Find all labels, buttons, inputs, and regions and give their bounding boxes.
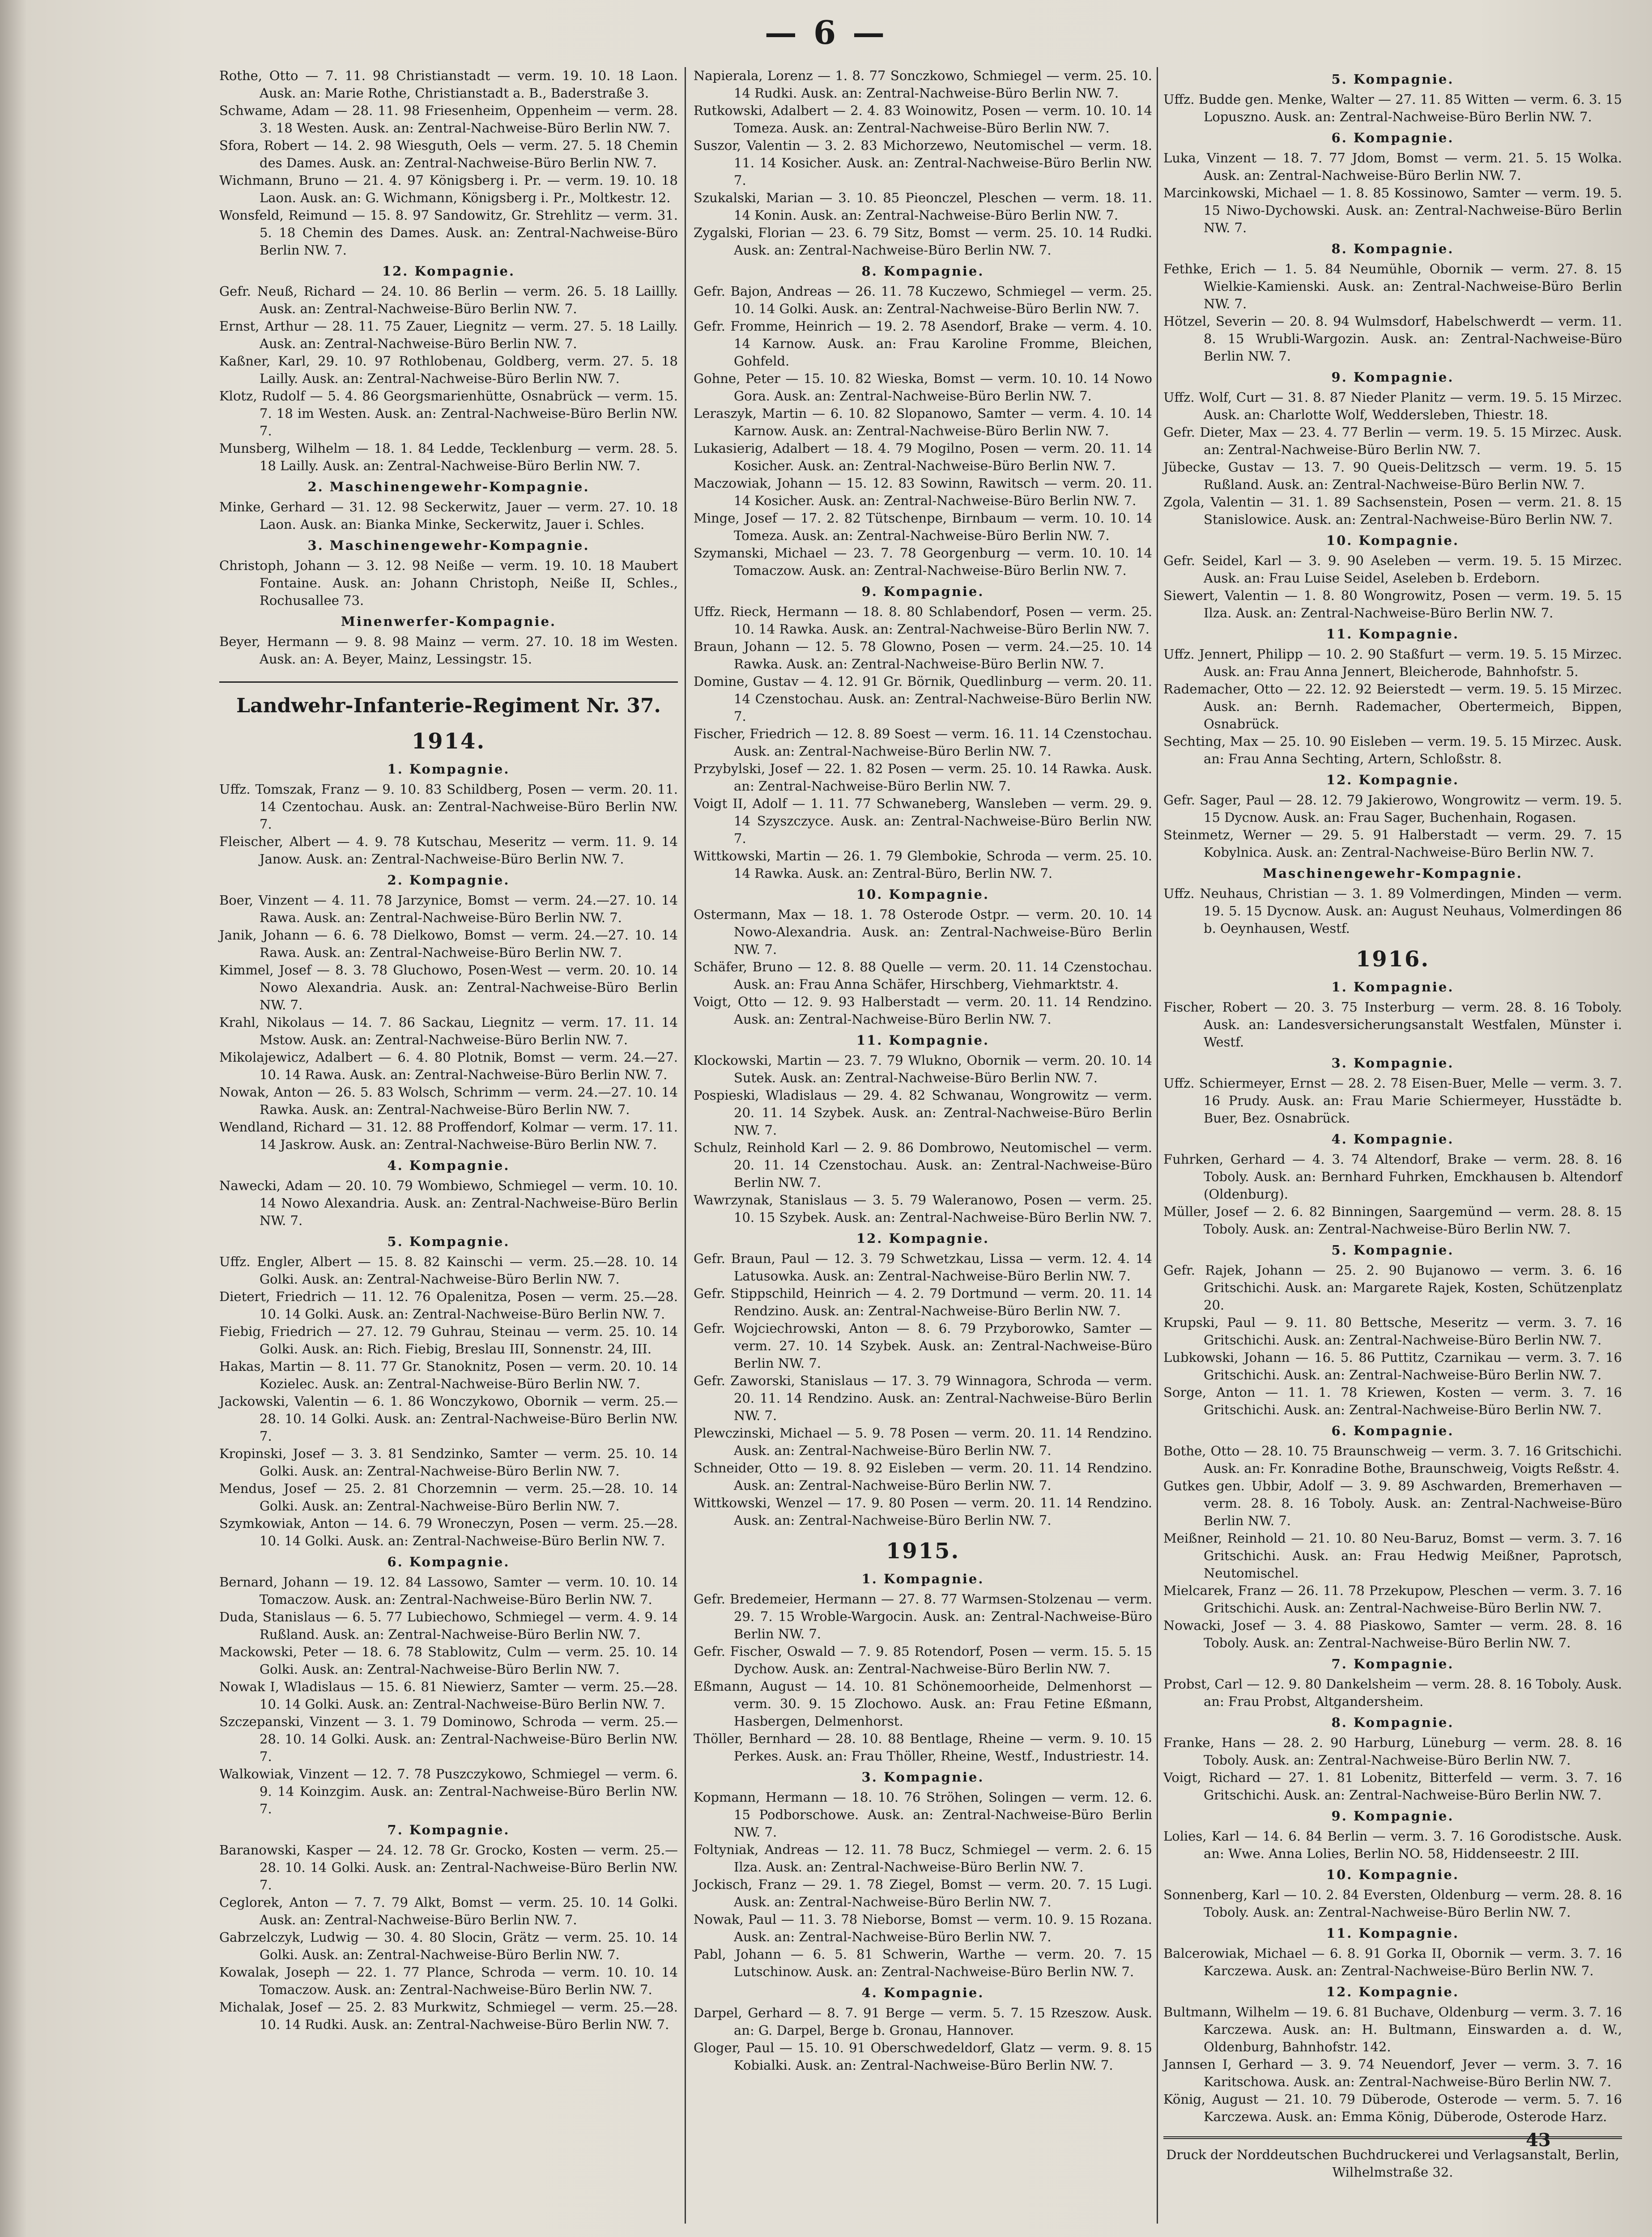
company-heading: 8. Kompagnie. [1331,1715,1454,1730]
year-heading: 1915. [886,1539,960,1564]
casualty-entry: Wawrzynak, Stanislaus — 3. 5. 79 Waleranowo, Posen — verm. 25. 10. 15 Szybek. Ausk. an: Zentral-Nachweise-Büro Berlin NW. 7. [694,1192,1152,1225]
company-heading: 8. Kompagnie. [861,264,984,279]
casualty-entry: Ernst, Arthur — 28. 11. 75 Zauer, Liegnitz — verm. 27. 5. 18 Lailly. Ausk. an: Zentral-Nachweise-Büro Berlin NW. 7. [219,319,678,351]
year-heading: 1916. [1355,947,1430,972]
casualty-entry: Gefr. Bredemeier, Hermann — 27. 8. 77 Warmsen-Stolzenau — verm. 29. 7. 15 Wroble-Wargocin. Ausk. an: Zentral-Nachweise-Büro Berlin NW. 7. [694,1591,1152,1642]
company-heading: 4. Kompagnie. [387,1158,510,1173]
casualty-entry: Bernard, Johann — 19. 12. 84 Lassowo, Samter — verm. 10. 10. 14 Tomaczow. Ausk. an: Zentral-Nachweise-Büro Berlin NW. 7. [219,1574,678,1607]
casualty-entry: Szczepanski, Vinzent — 3. 1. 79 Dominowo, Schroda — verm. 25.—28. 10. 14 Golki. Ausk. an: Zentral-Nachweise-Büro Berlin NW. 7. [219,1714,678,1764]
company-heading: Minenwerfer-Kompagnie. [341,614,557,629]
company-heading: 11. Kompagnie. [856,1033,990,1048]
company-heading: 2. Kompagnie. [387,872,510,888]
casualty-entry: Maczowiak, Johann — 15. 12. 83 Sowinn, Rawitsch — verm. 20. 11. 14 Kosicher. Ausk. an: Zentral-Nachweise-Büro Berlin NW. 7. [694,476,1152,508]
casualty-entry: Gefr. Seidel, Karl — 3. 9. 90 Aseleben — verm. 19. 5. 15 Mirzec. Ausk. an: Frau Luise Seidel, Aseleben b. Erdeborn. [1163,553,1622,586]
casualty-entry: Boer, Vinzent — 4. 11. 78 Jarzynice, Bomst — verm. 24.—27. 10. 14 Rawa. Ausk. an: Zentral-Nachweise-Büro Berlin NW. 7. [219,893,678,925]
company-heading: 9. Kompagnie. [861,584,984,599]
casualty-entry: Voigt II, Adolf — 1. 11. 77 Schwaneberg, Wansleben — verm. 29. 9. 14 Szyszczyce. Ausk. an: Zentral-Nachweise-Büro Berlin NW. 7. [694,796,1152,846]
casualty-entry: Kopmann, Hermann — 18. 10. 76 Ströhen, Solingen — verm. 12. 6. 15 Podborschowe. Ausk. an: Zentral-Nachweise-Büro Berlin NW. 7. [694,1790,1152,1840]
casualty-entry: Nawecki, Adam — 20. 10. 79 Wombiewo, Schmiegel — verm. 10. 10. 14 Nowo Alexandria. Ausk. an: Zentral-Nachweise-Büro Berlin NW. 7. [219,1178,678,1228]
company-heading: 4. Kompagnie. [861,1985,984,2000]
casualty-entry: Uffz. Schiermeyer, Ernst — 28. 2. 78 Eisen-Buer, Melle — verm. 3. 7. 16 Prudy. Ausk. an: Frau Marie Schiermeyer, Husstädte b. Buer, Bez. Osnabrück. [1163,1076,1622,1126]
casualty-entry: Lubkowski, Johann — 16. 5. 86 Puttitz, Czarnikau — verm. 3. 7. 16 Gritschichi. Ausk. an: Zentral-Nachweise-Büro Berlin NW. 7. [1163,1350,1622,1382]
casualty-entry: Darpel, Gerhard — 8. 7. 91 Berge — verm. 5. 7. 15 Rzeszow. Ausk. an: G. Darpel, Berge b. Gronau, Hannover. [694,2005,1152,2038]
casualty-entry: Munsberg, Wilhelm — 18. 1. 84 Ledde, Tecklenburg — verm. 28. 5. 18 Lailly. Ausk. an: Zentral-Nachweise-Büro Berlin NW. 7. [219,441,678,473]
casualty-entry: Rutkowski, Adalbert — 2. 4. 83 Woinowitz, Posen — verm. 10. 10. 14 Tomeza. Ausk. an: Zentral-Nachweise-Büro Berlin NW. 7. [694,103,1152,136]
casualty-entry: Nowacki, Josef — 3. 4. 88 Piaskowo, Samter — verm. 28. 8. 16 Toboly. Ausk. an: Zentral-Nachweise-Büro Berlin NW. 7. [1163,1618,1622,1650]
column-divider [685,67,686,2224]
casualty-entry: Gefr. Dieter, Max — 23. 4. 77 Berlin — verm. 19. 5. 15 Mirzec. Ausk. an: Zentral-Nachweise-Büro Berlin NW. 7. [1163,425,1622,457]
casualty-entry: Uffz. Rieck, Hermann — 18. 8. 80 Schlabendorf, Posen — verm. 25. 10. 14 Rawka. Ausk. an: Zentral-Nachweise-Büro Berlin NW. 7. [694,604,1152,637]
page-header: — 6 — [764,13,888,51]
casualty-entry: Kaßner, Karl, 29. 10. 97 Rothlobenau, Goldberg, verm. 27. 5. 18 Lailly. Ausk. an: Zentral-Nachweise-Büro Berlin NW. 7. [219,353,678,386]
casualty-entry: Nowak, Paul — 11. 3. 78 Nieborse, Bomst — verm. 10. 9. 15 Rozana. Ausk. an: Zentral-Nachweise-Büro Berlin NW. 7. [694,1912,1152,1944]
company-heading: 7. Kompagnie. [387,1822,510,1837]
casualty-entry: Christoph, Johann — 3. 12. 98 Neiße — verm. 19. 10. 18 Maubert Fontaine. Ausk. an: Johann Christoph, Neiße II, Schles., Rochusallee 73. [219,558,678,608]
company-heading: 12. Kompagnie. [1326,1984,1460,1999]
company-heading: 3. Kompagnie. [1331,1055,1454,1071]
casualty-entry: Franke, Hans — 28. 2. 90 Harburg, Lüneburg — verm. 28. 8. 16 Toboly. Ausk. an: Zentral-Nachweise-Büro Berlin NW. 7. [1163,1735,1622,1768]
casualty-entry: Fiebig, Friedrich — 27. 12. 79 Guhrau, Steinau — verm. 25. 10. 14 Golki. Ausk. an: Rich. Fiebig, Breslau III, Sonnenstr. 24, III. [219,1324,678,1357]
casualty-entry: Uffz. Neuhaus, Christian — 3. 1. 89 Volmerdingen, Minden — verm. 19. 5. 15 Dycnow. Ausk. an: August Neuhaus, Volmerdingen 86 b. Oeynhausen, Westf. [1163,886,1622,936]
casualty-entry: Schneider, Otto — 19. 8. 92 Eisleben — verm. 20. 11. 14 Rendzino. Ausk. an: Zentral-Nachweise-Büro Berlin NW. 7. [694,1460,1152,1493]
casualty-entry: Voigt, Otto — 12. 9. 93 Halberstadt — verm. 20. 11. 14 Rendzino. Ausk. an: Zentral-Nachweise-Büro Berlin NW. 7. [694,994,1152,1027]
casualty-entry: Baranowski, Kasper — 24. 12. 78 Gr. Grocko, Kosten — verm. 25.—28. 10. 14 Golki. Ausk. an: Zentral-Nachweise-Büro Berlin NW. 7. [219,1842,678,1893]
company-heading: 11. Kompagnie. [1326,626,1460,642]
casualty-entry: Fischer, Friedrich — 12. 8. 89 Soest — verm. 16. 11. 14 Czenstochau. Ausk. an: Zentral-Nachweise-Büro Berlin NW. 7. [694,726,1152,759]
company-heading: 10. Kompagnie. [1326,533,1460,548]
casualty-entry: Minge, Josef — 17. 2. 82 Tütschenpe, Birnbaum — verm. 10. 10. 14 Tomeza. Ausk. an: Zentral-Nachweise-Büro Berlin NW. 7. [694,510,1152,543]
casualty-entry: Zygalski, Florian — 23. 6. 79 Sitz, Bomst — verm. 25. 10. 14 Rudki. Ausk. an: Zentral-Nachweise-Büro Berlin NW. 7. [694,225,1152,258]
casualty-entry: Schäfer, Bruno — 12. 8. 88 Quelle — verm. 20. 11. 14 Czenstochau. Ausk. an: Frau Anna Schäfer, Hirschberg, Viehmarktstr. 4. [694,959,1152,992]
casualty-entry: König, August — 21. 10. 79 Düberode, Osterode — verm. 5. 7. 16 Karczewa. Ausk. an: Emma König, Düberode, Osterode Harz. [1163,2092,1622,2124]
casualty-entry: Eßmann, August — 14. 10. 81 Schönemoorheide, Delmenhorst — verm. 30. 9. 15 Zlochowo. Ausk. an: Frau Fetine Eßmann, Hasbergen, Delmenhorst. [694,1679,1152,1729]
casualty-entry: Mendus, Josef — 25. 2. 81 Chorzemnin — verm. 25.—28. 10. 14 Golki. Ausk. an: Zentral-Nachweise-Büro Berlin NW. 7. [219,1481,678,1514]
casualty-entry: Lukasierig, Adalbert — 18. 4. 79 Mogilno, Posen — verm. 20. 11. 14 Kosicher. Ausk. an: Zentral-Nachweise-Büro Berlin NW. 7. [694,441,1152,473]
column-left [219,67,678,2033]
company-heading: 5. Kompagnie. [1331,1242,1454,1258]
casualty-entry: Kropinski, Josef — 3. 3. 81 Sendzinko, Samter — verm. 25. 10. 14 Golki. Ausk. an: Zentral-Nachweise-Büro Berlin NW. 7. [219,1446,678,1479]
casualty-entry: Uffz. Budde gen. Menke, Walter — 27. 11. 85 Witten — verm. 6. 3. 15 Lopuszno. Ausk. an: Zentral-Nachweise-Büro Berlin NW. 7. [1163,92,1622,124]
casualty-entry: Gefr. Fischer, Oswald — 7. 9. 85 Rotendorf, Posen — verm. 15. 5. 15 Dychow. Ausk. an: Zentral-Nachweise-Büro Berlin NW. 7. [694,1644,1152,1676]
casualty-entry: Nowak I, Wladislaus — 15. 6. 81 Niewierz, Samter — verm. 25.—28. 10. 14 Golki. Ausk. an: Zentral-Nachweise-Büro Berlin NW. 7. [219,1679,678,1712]
casualty-entry: Wittkowski, Wenzel — 17. 9. 80 Posen — verm. 20. 11. 14 Rendzino. Ausk. an: Zentral-Nachweise-Büro Berlin NW. 7. [694,1495,1152,1528]
casualty-entry: Suszor, Valentin — 3. 2. 83 Michorzewo, Neutomischel — verm. 18. 11. 14 Kosicher. Ausk. an: Zentral-Nachweise-Büro Berlin NW. 7. [694,138,1152,188]
casualty-entry: Domine, Gustav — 4. 12. 91 Gr. Börnik, Quedlinburg — verm. 20. 11. 14 Czenstochau. Ausk. an: Zentral-Nachweise-Büro Berlin NW. 7. [694,674,1152,724]
casualty-entry: Krahl, Nikolaus — 14. 7. 86 Sackau, Liegnitz — verm. 17. 11. 14 Mstow. Ausk. an: Zentral-Nachweise-Büro Berlin NW. 7. [219,1015,678,1047]
company-heading: 10. Kompagnie. [856,887,990,902]
casualty-entry: Thöller, Bernhard — 28. 10. 88 Bentlage, Rheine — verm. 9. 10. 15 Perkes. Ausk. an: Frau Thöller, Rheine, Westf., Industriestr. 14. [694,1731,1152,1764]
casualty-entry: Kimmel, Josef — 8. 3. 78 Gluchowo, Posen-West — verm. 20. 10. 14 Nowo Alexandria. Ausk. an: Zentral-Nachweise-Büro Berlin NW. 7. [219,962,678,1012]
casualty-entry: Fuhrken, Gerhard — 4. 3. 74 Altendorf, Brake — verm. 28. 8. 16 Toboly. Ausk. an: Bernhard Fuhrken, Emckhausen b. Altendorf (Oldenburg). [1163,1152,1622,1202]
casualty-entry: Luka, Vinzent — 18. 7. 77 Jdom, Bomst — verm. 21. 5. 15 Wolka. Ausk. an: Zentral-Nachweise-Büro Berlin NW. 7. [1163,150,1622,183]
casualty-entry: Gefr. Stippschild, Heinrich — 4. 2. 79 Dortmund — verm. 20. 11. 14 Rendzino. Ausk. an: Zentral-Nachweise-Büro Berlin NW. 7. [694,1286,1152,1318]
casualty-entry: Hötzel, Severin — 20. 8. 94 Wulmsdorf, Habelschwerdt — verm. 11. 8. 15 Wrubli-Wargozin. Ausk. an: Zentral-Nachweise-Büro Berlin NW. 7. [1163,314,1622,364]
casualty-entry: Ostermann, Max — 18. 1. 78 Osterode Ostpr. — verm. 20. 10. 14 Nowo-Alexandria. Ausk. an: Zentral-Nachweise-Büro Berlin NW. 7. [694,907,1152,957]
casualty-entry: Gutkes gen. Ubbir, Adolf — 3. 9. 89 Aschwarden, Bremerhaven — verm. 28. 8. 16 Toboly. Ausk. an: Zentral-Nachweise-Büro Berlin NW. 7. [1163,1478,1622,1528]
casualty-entry: Fischer, Robert — 20. 3. 75 Insterburg — verm. 28. 8. 16 Toboly. Ausk. an: Landesversicherungsanstalt Westfalen, Münster i. Westf. [1163,999,1622,1050]
casualty-entry: Bothe, Otto — 28. 10. 75 Braunschweig — verm. 3. 7. 16 Gritschichi. Ausk. an: Fr. Konradine Bothe, Braunschweig, Voigts Reßstr. 4. [1163,1443,1622,1476]
casualty-entry: Hakas, Martin — 8. 11. 77 Gr. Stanoknitz, Posen — verm. 20. 10. 14 Kozielec. Ausk. an: Zentral-Nachweise-Büro Berlin NW. 7. [219,1359,678,1391]
casualty-entry: Dietert, Friedrich — 11. 12. 76 Opalenitza, Posen — verm. 25.—28. 10. 14 Golki. Ausk. an: Zentral-Nachweise-Büro Berlin NW. 7. [219,1289,678,1322]
casualty-entry: Sonnenberg, Karl — 10. 2. 84 Eversten, Oldenburg — verm. 28. 8. 16 Toboly. Ausk. an: Zentral-Nachweise-Büro Berlin NW. 7. [1163,1887,1622,1920]
casualty-entry: Wonsfeld, Reimund — 15. 8. 97 Sandowitz, Gr. Strehlitz — verm. 31. 5. 18 Chemin des Dames. Ausk. an: Zentral-Nachweise-Büro Berlin NW. 7. [219,208,678,258]
casualty-entry: Gefr. Wojciechrowski, Anton — 8. 6. 79 Przyborowko, Samter — verm. 27. 10. 14 Szybek. Ausk. an: Zentral-Nachweise-Büro Berlin NW. 7. [694,1321,1152,1371]
company-heading: 2. Maschinengewehr-Kompagnie. [307,479,590,494]
page-number: 43 [1526,2130,1551,2151]
casualty-entry: Minke, Gerhard — 31. 12. 98 Seckerwitz, Jauer — verm. 27. 10. 18 Laon. Ausk. an: Bianka Minke, Seckerwitz, Jauer i. Schles. [219,499,678,532]
casualty-entry: Jübecke, Gustav — 13. 7. 90 Queis-Delitzsch — verm. 19. 5. 15 Rußland. Ausk. an: Zentral-Nachweise-Büro Berlin NW. 7. [1163,459,1622,492]
casualty-entry: Gefr. Bajon, Andreas — 26. 11. 78 Kuczewo, Schmiegel — verm. 25. 10. 14 Golki. Ausk. an: Zentral-Nachweise-Büro Berlin NW. 7. [694,284,1152,316]
regiment-heading: Landwehr-Infanterie-Regiment Nr. 37. [219,681,678,719]
casualty-entry: Uffz. Jennert, Philipp — 10. 2. 90 Staßfurt — verm. 19. 5. 15 Mirzec. Ausk. an: Frau Anna Jennert, Bleicherode, Bahnhofstr. 5. [1163,646,1622,679]
casualty-entry: Schulz, Reinhold Karl — 2. 9. 86 Dombrowo, Neutomischel — verm. 20. 11. 14 Czenstochau. Ausk. an: Zentral-Nachweise-Büro Berlin NW. 7. [694,1140,1152,1190]
casualty-entry: Gefr. Rajek, Johann — 25. 2. 90 Bujanowo — verm. 3. 6. 16 Gritschichi. Ausk. an: Margarete Rajek, Kosten, Schützenplatz 20. [1163,1263,1622,1313]
casualty-entry: Uffz. Wolf, Curt — 31. 8. 87 Nieder Planitz — verm. 19. 5. 15 Mirzec. Ausk. an: Charlotte Wolf, Weddersleben, Thiestr. 18. [1163,390,1622,422]
casualty-entry: Marcinkowski, Michael — 1. 8. 85 Kossinowo, Samter — verm. 19. 5. 15 Niwo-Dychowski. Ausk. an: Zentral-Nachweise-Büro Berlin NW. 7. [1163,185,1622,235]
casualty-entry: Sechting, Max — 25. 10. 90 Eisleben — verm. 19. 5. 15 Mirzec. Ausk. an: Frau Anna Sechting, Artern, Schloßstr. 8. [1163,734,1622,766]
casualty-entry: Mackowski, Peter — 18. 6. 78 Stablowitz, Culm — verm. 25. 10. 14 Golki. Ausk. an: Zentral-Nachweise-Büro Berlin NW. 7. [219,1644,678,1677]
casualty-entry: Gohne, Peter — 15. 10. 82 Wieska, Bomst — verm. 10. 10. 14 Nowo Gora. Ausk. an: Zentral-Nachweise-Büro Berlin NW. 7. [694,371,1152,404]
company-heading: 11. Kompagnie. [1326,1926,1460,1941]
casualty-entry: Szymanski, Michael — 23. 7. 78 Georgenburg — verm. 10. 10. 14 Tomaczow. Ausk. an: Zentral-Nachweise-Büro Berlin NW. 7. [694,545,1152,578]
casualty-entry: Fethke, Erich — 1. 5. 84 Neumühle, Obornik — verm. 27. 8. 15 Wielkie-Kamienski. Ausk. an: Zentral-Nachweise-Büro Berlin NW. 7. [1163,261,1622,311]
casualty-entry: Mikolajewicz, Adalbert — 6. 4. 80 Plotnik, Bomst — verm. 24.—27. 10. 14 Rawa. Ausk. an: Zentral-Nachweise-Büro Berlin NW. 7. [219,1050,678,1082]
casualty-entry: Probst, Carl — 12. 9. 80 Dankelsheim — verm. 28. 8. 16 Toboly. Ausk. an: Frau Probst, Altgandersheim. [1163,1676,1622,1709]
company-heading: 1. Kompagnie. [861,1571,984,1586]
casualty-entry: Przybylski, Josef — 22. 1. 82 Posen — verm. 25. 10. 14 Rawka. Ausk. an: Zentral-Nachweise-Büro Berlin NW. 7. [694,761,1152,794]
company-heading: 3. Kompagnie. [861,1769,984,1785]
company-heading: 7. Kompagnie. [1331,1656,1454,1671]
casualty-entry: Sorge, Anton — 11. 1. 78 Kriewen, Kosten — verm. 3. 7. 16 Gritschichi. Ausk. an: Zentral-Nachweise-Büro Berlin NW. 7. [1163,1385,1622,1417]
casualty-entry: Kowalak, Joseph — 22. 1. 77 Plance, Schroda — verm. 10. 10. 14 Tomaczow. Ausk. an: Zentral-Nachweise-Büro Berlin NW. 7. [219,1965,678,1997]
year-heading: 1914. [411,729,486,754]
casualty-entry: Beyer, Hermann — 9. 8. 98 Mainz — verm. 27. 10. 18 im Westen. Ausk. an: A. Beyer, Mainz, Lessingstr. 15. [219,634,678,667]
casualty-entry: Plewczinski, Michael — 5. 9. 78 Posen — verm. 20. 11. 14 Rendzino. Ausk. an: Zentral-Nachweise-Büro Berlin NW. 7. [694,1425,1152,1458]
casualty-entry: Braun, Johann — 12. 5. 78 Glowno, Posen — verm. 24.—25. 10. 14 Rawka. Ausk. an: Zentral-Nachweise-Büro Berlin NW. 7. [694,639,1152,672]
casualty-entry: Szymkowiak, Anton — 14. 6. 79 Wroneczyn, Posen — verm. 25.—28. 10. 14 Golki. Ausk. an: Zentral-Nachweise-Büro Berlin NW. 7. [219,1516,678,1548]
casualty-entry: Uffz. Tomszak, Franz — 9. 10. 83 Schildberg, Posen — verm. 20. 11. 14 Czentochau. Ausk. an: Zentral-Nachweise-Büro Berlin NW. 7. [219,782,678,832]
casualty-entry: Balcerowiak, Michael — 6. 8. 91 Gorka II, Obornik — verm. 3. 7. 16 Karczewa. Ausk. an: Zentral-Nachweise-Büro Berlin NW. 7. [1163,1946,1622,1978]
casualty-entry: Jackowski, Valentin — 6. 1. 86 Wonczykowo, Obornik — verm. 25.—28. 10. 14 Golki. Ausk. an: Zentral-Nachweise-Büro Berlin NW. 7. [219,1394,678,1444]
casualty-entry: Voigt, Richard — 27. 1. 81 Lobenitz, Bitterfeld — verm. 3. 7. 16 Gritschichi. Ausk. an: Zentral-Nachweise-Büro Berlin NW. 7. [1163,1770,1622,1803]
company-heading: 6. Kompagnie. [1331,1423,1454,1438]
company-heading: 6. Kompagnie. [1331,130,1454,145]
casualty-entry: Jannsen I, Gerhard — 3. 9. 74 Neuendorf, Jever — verm. 3. 7. 16 Karitschowa. Ausk. an: Zentral-Nachweise-Büro Berlin NW. 7. [1163,2057,1622,2089]
company-heading: 5. Kompagnie. [387,1234,510,1249]
company-heading: 5. Kompagnie. [1331,72,1454,87]
casualty-entry: Zgola, Valentin — 31. 1. 89 Sachsenstein, Posen — verm. 21. 8. 15 Stanislowice. Ausk. an: Zentral-Nachweise-Büro Berlin NW. 7. [1163,494,1622,527]
column-right [1163,67,1622,2194]
casualty-entry: Leraszyk, Martin — 6. 10. 82 Slopanowo, Samter — verm. 4. 10. 14 Karnow. Ausk. an: Zentral-Nachweise-Büro Berlin NW. 7. [694,406,1152,438]
casualty-entry: Müller, Josef — 2. 6. 82 Binningen, Saargemünd — verm. 28. 8. 15 Toboly. Ausk. an: Zentral-Nachweise-Büro Berlin NW. 7. [1163,1204,1622,1237]
casualty-entry: Meißner, Reinhold — 21. 10. 80 Neu-Baruz, Bomst — verm. 3. 7. 16 Gritschichi. Ausk. an: Frau Hedwig Meißner, Paprotsch, Neutomischel. [1163,1531,1622,1581]
casualty-entry: Michalak, Josef — 25. 2. 83 Murkwitz, Schmiegel — verm. 25.—28. 10. 14 Rudki. Ausk. an: Zentral-Nachweise-Büro Berlin NW. 7. [219,1999,678,2032]
casualty-entry: Steinmetz, Werner — 29. 5. 91 Halberstadt — verm. 29. 7. 15 Kobylnica. Ausk. an: Zentral-Nachweise-Büro Berlin NW. 7. [1163,827,1622,860]
casualty-entry: Klockowski, Martin — 23. 7. 79 Wlukno, Obornik — verm. 20. 10. 14 Sutek. Ausk. an: Zentral-Nachweise-Büro Berlin NW. 7. [694,1053,1152,1085]
casualty-entry: Gloger, Paul — 15. 10. 91 Oberschwedeldorf, Glatz — verm. 9. 8. 15 Kobialki. Ausk. an: Zentral-Nachweise-Büro Berlin NW. 7. [694,2040,1152,2073]
casualty-entry: Wendland, Richard — 31. 12. 88 Proffendorf, Kolmar — verm. 17. 11. 14 Jaskrow. Ausk. an: Zentral-Nachweise-Büro Berlin NW. 7. [219,1119,678,1152]
casualty-entry: Sfora, Robert — 14. 2. 98 Wiesguth, Oels — verm. 27. 5. 18 Chemin des Dames. Ausk. an: Zentral-Nachweise-Büro Berlin NW. 7. [219,138,678,170]
column-divider [1157,67,1158,2224]
casualty-entry: Foltyniak, Andreas — 12. 11. 78 Bucz, Schmiegel — verm. 2. 6. 15 Ilza. Ausk. an: Zentral-Nachweise-Büro Berlin NW. 7. [694,1842,1152,1875]
company-heading: 4. Kompagnie. [1331,1131,1454,1147]
casualty-entry: Gefr. Zaworski, Stanislaus — 17. 3. 79 Winnagora, Schroda — verm. 20. 11. 14 Rendzino. Ausk. an: Zentral-Nachweise-Büro Berlin NW. 7. [694,1373,1152,1423]
casualty-entry: Siewert, Valentin — 1. 8. 80 Wongrowitz, Posen — verm. 19. 5. 15 Ilza. Ausk. an: Zentral-Nachweise-Büro Berlin NW. 7. [1163,588,1622,621]
casualty-entry: Pospieski, Wladislaus — 29. 4. 82 Schwanau, Wongrowitz — verm. 20. 11. 14 Szybek. Ausk. an: Zentral-Nachweise-Büro Berlin NW. 7. [694,1088,1152,1138]
company-heading: 9. Kompagnie. [1331,1808,1454,1824]
casualty-entry: Ceglorek, Anton — 7. 7. 79 Alkt, Bomst — verm. 25. 10. 14 Golki. Ausk. an: Zentral-Nachweise-Büro Berlin NW. 7. [219,1895,678,1927]
casualty-entry: Wittkowski, Martin — 26. 1. 79 Glembokie, Schroda — verm. 25. 10. 14 Rawka. Ausk. an: Zentral-Büro, Berlin NW. 7. [694,848,1152,881]
company-heading: Maschinengewehr-Kompagnie. [1263,866,1523,881]
casualty-entry: Gefr. Fromme, Heinrich — 19. 2. 78 Asendorf, Brake — verm. 4. 10. 14 Karnow. Ausk. an: Frau Karoline Fromme, Bleichen, Gohfeld. [694,319,1152,369]
printer-imprint: Druck der Norddeutschen Buchdruckerei und Verlagsanstalt, Berlin, Wilhelmstraße 32. [1163,2136,1622,2181]
company-heading: 10. Kompagnie. [1326,1867,1460,1882]
company-heading: 1. Kompagnie. [387,761,510,777]
casualty-entry: Rademacher, Otto — 22. 12. 92 Beierstedt — verm. 19. 5. 15 Mirzec. Ausk. an: Bernh. Rademacher, Obertermeich, Bippen, Osnabrück. [1163,681,1622,731]
company-heading: 8. Kompagnie. [1331,241,1454,256]
company-heading: 12. Kompagnie. [382,264,515,279]
casualty-entry: Nowak, Anton — 26. 5. 83 Wolsch, Schrimm — verm. 24.—27. 10. 14 Rawka. Ausk. an: Zentral-Nachweise-Büro Berlin NW. 7. [219,1084,678,1117]
casualty-entry: Mielcarek, Franz — 26. 11. 78 Przekupow, Pleschen — verm. 3. 7. 16 Gritschichi. Ausk. an: Zentral-Nachweise-Büro Berlin NW. 7. [1163,1583,1622,1616]
company-heading: 3. Maschinengewehr-Kompagnie. [307,538,590,553]
company-heading: 12. Kompagnie. [1326,772,1460,787]
company-heading: 12. Kompagnie. [856,1231,990,1246]
casualty-entry: Pabl, Johann — 6. 5. 81 Schwerin, Warthe — verm. 20. 7. 15 Lutschinow. Ausk. an: Zentral-Nachweise-Büro Berlin NW. 7. [694,1947,1152,1979]
casualty-entry: Schwame, Adam — 28. 11. 98 Friesenheim, Oppenheim — verm. 28. 3. 18 Westen. Ausk. an: Zentral-Nachweise-Büro Berlin NW. 7. [219,103,678,136]
column-middle [694,67,1152,2074]
casualty-entry: Jockisch, Franz — 29. 1. 78 Ziegel, Bomst — verm. 20. 7. 15 Lugi. Ausk. an: Zentral-Nachweise-Büro Berlin NW. 7. [694,1877,1152,1910]
casualty-entry: Duda, Stanislaus — 6. 5. 77 Lubiechowo, Schmiegel — verm. 4. 9. 14 Rußland. Ausk. an: Zentral-Nachweise-Büro Berlin NW. 7. [219,1609,678,1642]
company-heading: 1. Kompagnie. [1331,979,1454,995]
casualty-entry: Uffz. Engler, Albert — 15. 8. 82 Kainschi — verm. 25.—28. 10. 14 Golki. Ausk. an: Zentral-Nachweise-Büro Berlin NW. 7. [219,1254,678,1287]
casualty-entry: Gefr. Braun, Paul — 12. 3. 79 Schwetzkau, Lissa — verm. 12. 4. 14 Latusowka. Ausk. an: Zentral-Nachweise-Büro Berlin NW. 7. [694,1251,1152,1284]
company-heading: 9. Kompagnie. [1331,370,1454,385]
casualty-entry: Fleischer, Albert — 4. 9. 78 Kutschau, Meseritz — verm. 11. 9. 14 Janow. Ausk. an: Zentral-Nachweise-Büro Berlin NW. 7. [219,834,678,867]
casualty-entry: Bultmann, Wilhelm — 19. 6. 81 Buchave, Oldenburg — verm. 3. 7. 16 Karczewa. Ausk. an: H. Bultmann, Einswarden a. d. W., Oldenburg, Bahnhofstr. 142. [1163,2004,1622,2054]
casualty-entry: Napierala, Lorenz — 1. 8. 77 Sonczkowo, Schmiegel — verm. 25. 10. 14 Rudki. Ausk. an: Zentral-Nachweise-Büro Berlin NW. 7. [694,68,1152,101]
casualty-entry: Wichmann, Bruno — 21. 4. 97 Königsberg i. Pr. — verm. 19. 10. 18 Laon. Ausk. an: G. Wichmann, Königsberg i. Pr., Moltkestr. 12. [219,173,678,205]
casualty-entry: Gefr. Neuß, Richard — 24. 10. 86 Berlin — verm. 26. 5. 18 Laillly. Ausk. an: Zentral-Nachweise-Büro Berlin NW. 7. [219,284,678,316]
casualty-entry: Szukalski, Marian — 3. 10. 85 Pieonczel, Pleschen — verm. 18. 11. 14 Konin. Ausk. an: Zentral-Nachweise-Büro Berlin NW. 7. [694,190,1152,223]
casualty-entry: Klotz, Rudolf — 5. 4. 86 Georgsmarienhütte, Osnabrück — verm. 15. 7. 18 im Westen. Ausk. an: Zentral-Nachweise-Büro Berlin NW. 7. [219,388,678,438]
casualty-entry: Walkowiak, Vinzent — 12. 7. 78 Puszczykowo, Schmiegel — verm. 6. 9. 14 Koinzgim. Ausk. an: Zentral-Nachweise-Büro Berlin NW. 7. [219,1766,678,1816]
casualty-entry: Gabrzelczyk, Ludwig — 30. 4. 80 Slocin, Grätz — verm. 25. 10. 14 Golki. Ausk. an: Zentral-Nachweise-Büro Berlin NW. 7. [219,1930,678,1962]
casualty-entry: Janik, Johann — 6. 6. 78 Dielkowo, Bomst — verm. 24.—27. 10. 14 Rawa. Ausk. an: Zentral-Nachweise-Büro Berlin NW. 7. [219,927,678,960]
casualty-entry: Rothe, Otto — 7. 11. 98 Christianstadt — verm. 19. 10. 18 Laon. Ausk. an: Marie Rothe, Christianstadt a. B., Baderstraße 3. [219,68,678,101]
company-heading: 6. Kompagnie. [387,1554,510,1569]
casualty-entry: Krupski, Paul — 9. 11. 80 Bettsche, Meseritz — verm. 3. 7. 16 Gritschichi. Ausk. an: Zentral-Nachweise-Büro Berlin NW. 7. [1163,1315,1622,1348]
casualty-entry: Lolies, Karl — 14. 6. 84 Berlin — verm. 3. 7. 16 Gorodistsche. Ausk. an: Wwe. Anna Lolies, Berlin NO. 58, Hiddenseestr. 2 III. [1163,1829,1622,1861]
casualty-entry: Gefr. Sager, Paul — 28. 12. 79 Jakierowo, Wongrowitz — verm. 19. 5. 15 Dycnow. Ausk. an: Frau Sager, Buchenhain, Rogasen. [1163,792,1622,825]
